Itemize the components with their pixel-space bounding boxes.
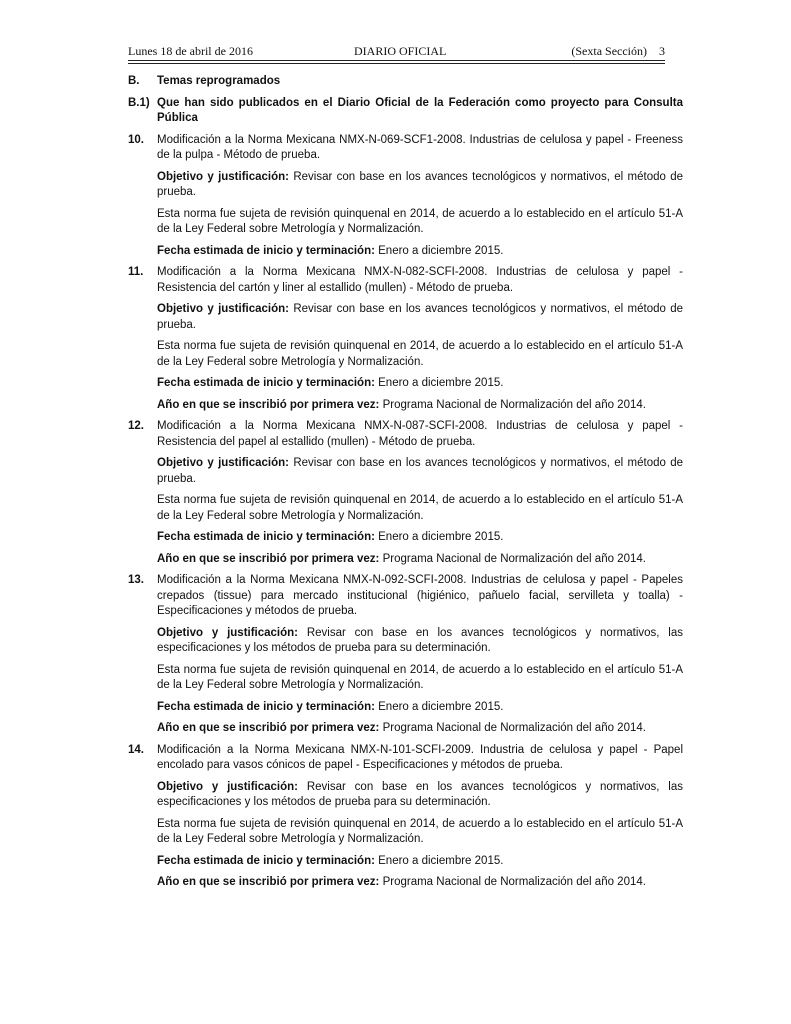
fecha-text: Enero a diciembre 2015. — [374, 244, 504, 257]
item-objetivo — [157, 302, 683, 333]
ano-label: Año en que se inscribió por primera vez: — [157, 722, 380, 734]
item-revision: Esta norma fue sujeta de revisión quinquenal en 2014, de acuerdo a lo establecido en el artículo 51-A de la Ley Federal sobre Metrología y Normalización. — [157, 494, 683, 522]
item-fecha — [157, 700, 683, 716]
objetivo-label: Objetivo y justificación: — [157, 457, 289, 469]
subsection-title: Que han sido publicados en el Diario Oficial de la Federación como proyecto para Consulta Pública — [157, 96, 683, 124]
fecha-label: Fecha estimada de inicio y terminación: — [157, 244, 375, 257]
item-title: Modificación a la Norma Mexicana NMX-N-069-SCF1-2008. Industrias de celulosa y papel - Freeness de la pulpa - Método de prueba. — [157, 133, 683, 161]
item-fecha — [157, 376, 683, 392]
fecha-text: Enero a diciembre 2015. — [374, 377, 504, 389]
item-fecha — [157, 244, 683, 260]
ano-label: Año en que se inscribió por primera vez: — [157, 876, 380, 888]
item-number: 13. — [128, 574, 144, 586]
list-item — [128, 743, 683, 891]
item-revision: Esta norma fue sujeta de revisión quinquenal en 2014, de acuerdo a lo establecido en el artículo 51-A de la Ley Federal sobre Metrología y Normalización. — [157, 817, 683, 845]
header-title: DIARIO OFICIAL — [354, 44, 447, 58]
list-item — [128, 133, 683, 260]
objetivo-label: Objetivo y justificación: — [157, 780, 299, 793]
objetivo-label: Objetivo y justificación: — [157, 170, 289, 183]
item-ano — [157, 398, 683, 414]
header-date: Lunes 18 de abril de 2016 — [128, 44, 253, 58]
list-item — [128, 573, 683, 737]
ano-text: Programa Nacional de Normalización del año 2014. — [379, 398, 646, 411]
item-heading — [128, 743, 683, 774]
item-heading — [128, 133, 683, 164]
item-heading — [128, 265, 683, 296]
section-number: B. — [128, 75, 140, 87]
fecha-label: Fecha estimada de inicio y terminación: — [157, 700, 375, 713]
header-rule-top — [128, 60, 665, 61]
objetivo-text: Revisar con base en los avances tecnológicos y normativos, el método de prueba. — [157, 457, 684, 485]
objetivo-text: Revisar con base en los avances tecnológicos y normativos, el método de prueba. — [157, 303, 684, 331]
item-fecha — [157, 530, 683, 546]
item-title: Modificación a la Norma Mexicana NMX-N-082-SCFI-2008. Industrias de celulosa y papel - Resistencia del cartón y liner al estallido (mullen) - Método de prueba. — [157, 266, 683, 294]
item-objetivo — [157, 456, 683, 487]
list-item — [128, 265, 683, 413]
fecha-text: Enero a diciembre 2015. — [374, 854, 504, 867]
item-ano — [157, 552, 683, 568]
section-title: Temas reprogramados — [157, 75, 281, 87]
item-objetivo — [157, 626, 683, 657]
fecha-text: Enero a diciembre 2015. — [374, 531, 504, 543]
header-page-number: 3 — [659, 44, 665, 58]
fecha-label: Fecha estimada de inicio y terminación: — [157, 377, 375, 389]
item-ano — [157, 875, 683, 891]
item-number: 10. — [128, 133, 144, 146]
ano-label: Año en que se inscribió por primera vez: — [157, 552, 380, 565]
item-objetivo — [157, 170, 683, 201]
fecha-label: Fecha estimada de inicio y terminación: — [157, 854, 375, 867]
subsection-number: B.1) — [128, 96, 150, 109]
ano-text: Programa Nacional de Normalización del año 2014. — [379, 722, 646, 734]
item-revision: Esta norma fue sujeta de revisión quinquenal en 2014, de acuerdo a lo establecido en el artículo 51-A de la Ley Federal sobre Metrología y Normalización. — [157, 340, 683, 368]
item-number: 12. — [128, 420, 144, 432]
objetivo-label: Objetivo y justificación: — [157, 303, 289, 315]
objetivo-text: Revisar con base en los avances tecnológicos y normativos, las especificaciones y los métodos de prueba para su determinación. — [157, 780, 684, 808]
objetivo-text: Revisar con base en los avances tecnológicos y normativos, las especificaciones y los métodos de prueba para su determinación. — [157, 626, 684, 654]
item-heading — [128, 419, 683, 450]
ano-text: Programa Nacional de Normalización del año 2014. — [379, 876, 646, 888]
list-item — [128, 419, 683, 567]
item-title: Modificación a la Norma Mexicana NMX-N-101-SCFI-2009. Industria de celulosa y papel - Papel encolado para vasos cónicos de papel - Especificaciones y métodos de prueba. — [157, 743, 683, 771]
item-ano — [157, 721, 683, 737]
item-title: Modificación a la Norma Mexicana NMX-N-092-SCFI-2008. Industrias de celulosa y papel - Papeles crepados (tissue) para mercado institucional (higiénico, pañuelo facial, servilleta y toalla) - Especificaciones y métodos de prueba. — [157, 574, 683, 617]
header-rule-bottom — [128, 63, 665, 64]
item-number: 14. — [128, 743, 144, 756]
objetivo-label: Objetivo y justificación: — [157, 626, 299, 639]
fecha-label: Fecha estimada de inicio y terminación: — [157, 531, 375, 543]
item-list — [128, 133, 683, 891]
section-heading — [128, 74, 683, 90]
item-number: 11. — [128, 266, 144, 278]
ano-label: Año en que se inscribió por primera vez: — [157, 398, 380, 411]
header-section-label: (Sexta Sección) — [571, 44, 647, 58]
objetivo-text: Revisar con base en los avances tecnológicos y normativos, el método de prueba. — [157, 170, 684, 198]
item-fecha — [157, 854, 683, 870]
document-body — [128, 74, 683, 897]
item-objetivo — [157, 780, 683, 811]
subsection-heading — [128, 96, 683, 127]
item-title: Modificación a la Norma Mexicana NMX-N-087-SCFI-2008. Industrias de celulosa y papel - Resistencia del papel al estallido (mullen) - Método de prueba. — [157, 420, 683, 448]
item-revision: Esta norma fue sujeta de revisión quinquenal en 2014, de acuerdo a lo establecido en el artículo 51-A de la Ley Federal sobre Metrología y Normalización. — [157, 207, 683, 235]
item-heading — [128, 573, 683, 620]
fecha-text: Enero a diciembre 2015. — [374, 700, 504, 713]
header-section — [571, 44, 665, 59]
item-revision: Esta norma fue sujeta de revisión quinquenal en 2014, de acuerdo a lo establecido en el artículo 51-A de la Ley Federal sobre Metrología y Normalización. — [157, 663, 683, 691]
ano-text: Programa Nacional de Normalización del año 2014. — [379, 552, 646, 565]
